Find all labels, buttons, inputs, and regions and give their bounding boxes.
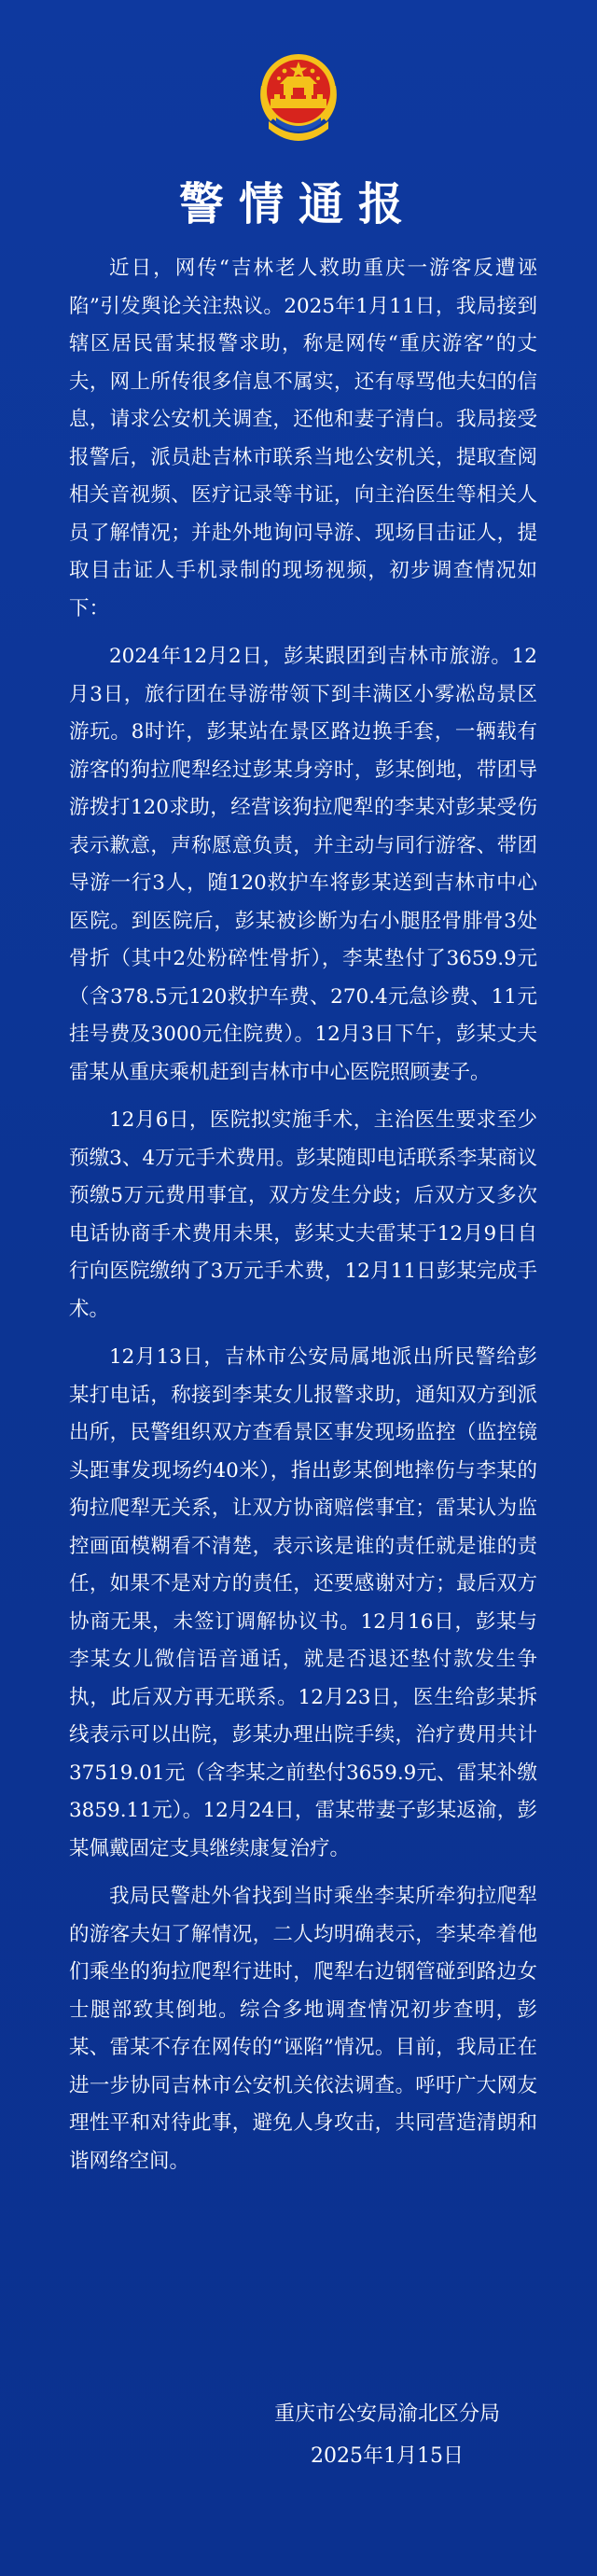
police-emblem-icon [250,49,347,151]
notice-paragraph: 12月13日，吉林市公安局属地派出所民警给彭某打电话，称接到李某女儿报警求助，通知双方到派出所，民警组织双方查看景区事发现场监控（监控镜头距事发现场约40米），指出彭某倒地摔伤与李某的狗拉爬犁无关系，让双方协商赔偿事宜；雷某认为监控画面模糊看不清楚，表示该是谁的责任就是谁的责任，如果不是对方的责任，还要感谢对方；最后双方协商无果，未签订调解协议书。12月16日，彭某与李某女儿微信语音通话，就是否退还垫付款发生争执，此后双方再无联系。12月23日，医生给彭某拆线表示可以出院，彭某办理出院手续，治疗费用共计37519.01元（含李某之前垫付3659.9元、雷某补缴3859.11元）。12月24日，雷某带妻子彭某返渝，彭某佩戴固定支具继续康复治疗。 [69,1345,537,1860]
notice-title: 警情通报 [178,178,418,230]
notice-paragraph: 我局民警赴外省找到当时乘坐李某所牵狗拉爬犁的游客夫妇了解情况，二人均明确表示，李某牵着他们乘坐的狗拉爬犁行进时，爬犁右边钢管碰到路边女士腿部致其倒地。综合多地调查情况初步查明，彭某、雷某不存在网传的“诬陷”情况。目前，我局正在进一步协同吉林市公安机关依法调查。呼吁广大网友理性平和对待此事，避免人身攻击，共同营造清朗和谐网络空间。 [69,1885,537,2173]
issuing-organization: 重庆市公安局渝北区分局 [273,2402,500,2426]
notice-paragraph: 2024年12月2日，彭某跟团到吉林市旅游。12月3日，旅行团在导游带领下到丰满区小雾凇岛景区游玩。8时许，彭某站在景区路边换手套，一辆载有游客的狗拉爬犁经过彭某身旁时，彭某倒地，带团导游拨打120求助，经营该狗拉爬犁的李某对彭某受伤表示歉意，声称愿意负责，并主动与同行游客、带团导游一行3人，随120救护车将彭某送到吉林市中心医院。到医院后，彭某被诊断为右小腿胫骨腓骨3处骨折（其中2处粉碎性骨折），李某垫付了3659.9元（含378.5元120救护车费、270.4元急诊费、11元挂号费及3000元住院费）。12月3日下午，彭某丈夫雷某从重庆乘机赶到吉林市中心医院照顾妻子。 [69,645,537,1084]
notice-paragraph: 12月6日，医院拟实施手术，主治医生要求至少预缴3、4万元手术费用。彭某随即电话联系李某商议预缴5万元费用事宜，双方发生分歧；后双方又多次电话协商手术费用未果，彭某丈夫雷某于12月9日自行向医院缴纳了3万元手术费，12月11日彭某完成手术。 [69,1108,537,1321]
issue-date: 2025年1月15日 [311,2444,464,2468]
notice-body [69,250,537,2191]
notice-paragraph: 近日，网传“吉林老人救助重庆一游客反遭诬陷”引发舆论关注热议。2025年1月11日，我局接到辖区居民雷某报警求助，称是网传“重庆游客”的丈夫，网上所传很多信息不属实，还有辱骂他夫妇的信息，请求公安机关调查，还他和妻子清白。我局接受报警后，派员赴吉林市联系当地公安机关，提取查阅相关音视频、医疗记录等书证，向主治医生等相关人员了解情况；并赴外地询问导游、现场目击证人，提取目击证人手机录制的现场视频，初步调查情况如下： [69,257,537,620]
